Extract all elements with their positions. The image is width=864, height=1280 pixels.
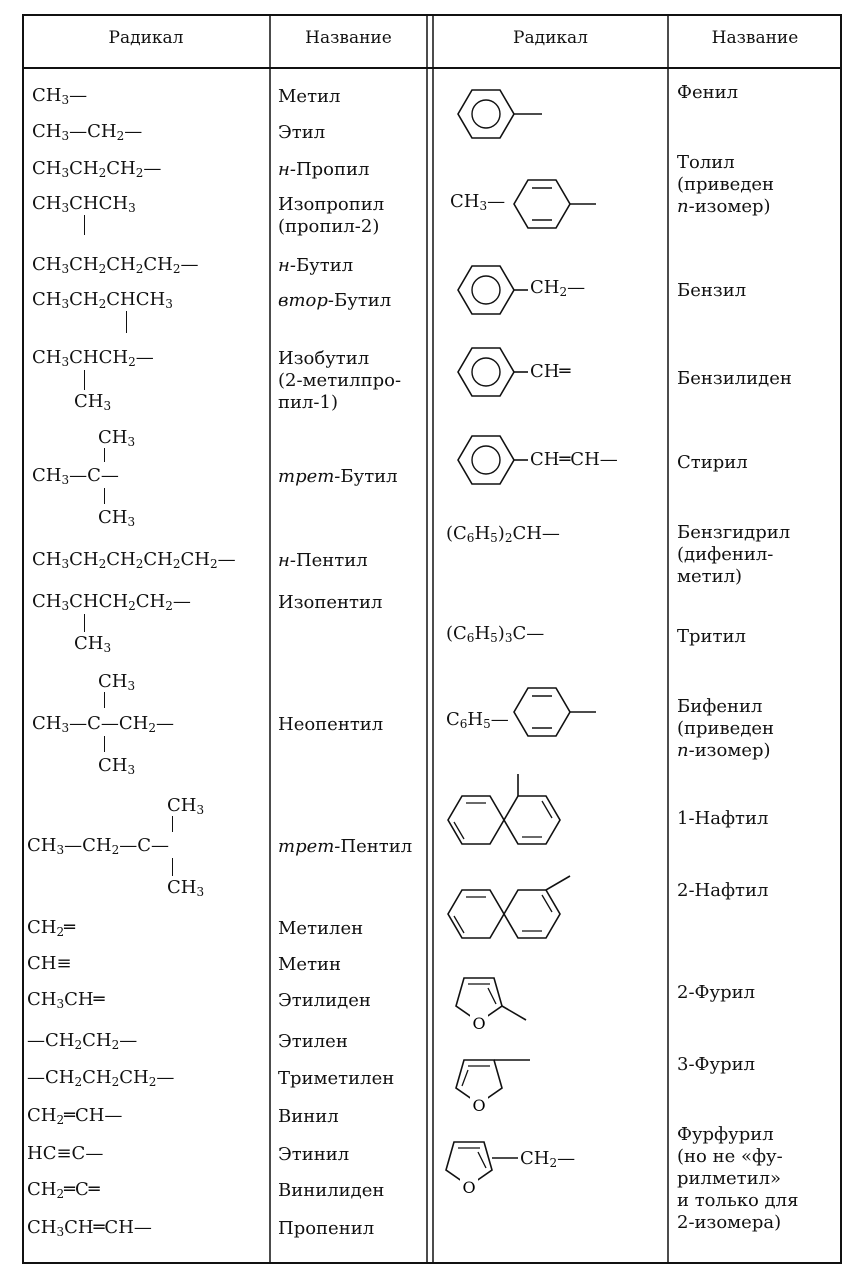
name-text: Фурфурил xyxy=(677,1124,774,1145)
name-text: 2-Фурил xyxy=(677,982,756,1003)
formula-vinyl: $CH_2═CH—$ xyxy=(27,1105,123,1127)
name-prefix: н- xyxy=(278,255,296,276)
benzyl-ch2: $CH_2—$ xyxy=(530,277,586,299)
left-name-cell xyxy=(278,348,401,414)
left-name-cell xyxy=(278,1068,394,1090)
name-text: Этил xyxy=(278,122,326,143)
formula-tpentyl-main: $CH_3—CH_2—C—$ xyxy=(27,835,170,857)
left-name-cell xyxy=(278,194,384,238)
name-prefix: н- xyxy=(278,550,296,571)
name-text: Винилиден xyxy=(278,1180,385,1201)
name-text: (приведен xyxy=(677,174,775,195)
name-text: Изобутил xyxy=(278,348,370,369)
benzylidene-ch: CH═ xyxy=(530,361,571,382)
furan-oxygen: O xyxy=(472,1096,486,1115)
bond-stem xyxy=(104,736,105,752)
left-name-cell xyxy=(278,466,398,488)
left-name-cell xyxy=(278,255,353,277)
left-name-cell xyxy=(278,1106,339,1128)
name-text: (дифенил- xyxy=(677,544,774,565)
right-name-cell xyxy=(677,452,748,474)
name-text: Пропенил xyxy=(278,1218,375,1239)
name-text: Бифенил xyxy=(677,696,763,717)
name-text: Метилен xyxy=(278,918,364,939)
name-text: метил) xyxy=(677,566,743,587)
left-name-cell xyxy=(278,1180,384,1202)
formula-tpentyl-bottom: $CH_3$ xyxy=(167,877,205,899)
header-right-radical: Радикал xyxy=(513,28,588,48)
right-name-cell xyxy=(677,82,738,104)
benzhydryl-formula: $(C_6H_5)_2CH—$ xyxy=(446,523,560,545)
formula-neopentyl-bottom: $CH_3$ xyxy=(98,755,136,777)
right-name-cell xyxy=(677,522,790,588)
styryl-chain: CH═CH— xyxy=(530,449,618,470)
name-text: 2-изомера) xyxy=(677,1212,782,1233)
right-name-cell xyxy=(677,626,746,648)
name-text: Бензгидрил xyxy=(677,522,791,543)
right-name-cell xyxy=(677,280,746,302)
formula-ethyl: $CH_3—CH_2—$ xyxy=(32,121,143,143)
name-text: Пентил xyxy=(295,550,368,571)
name-text: Бутил xyxy=(295,255,354,276)
trityl-formula: $(C_6H_5)_3C—$ xyxy=(446,623,545,645)
formula-ethylene: $—CH_2CH_2—$ xyxy=(27,1030,138,1052)
formula-propenyl: $CH_3CH═CH—$ xyxy=(27,1217,152,1239)
name-text: (приведен xyxy=(677,718,775,739)
bond-stem xyxy=(84,215,85,235)
name-text: Метил xyxy=(278,86,341,107)
formula-isobutyl-branch: $CH_3$ xyxy=(74,391,112,413)
name-text: изомер) xyxy=(694,740,771,761)
name-text: 1-Нафтил xyxy=(677,808,769,829)
phenyl-structure xyxy=(450,82,550,146)
formula-methine: CH≡ xyxy=(27,953,72,974)
name-text: рилметил» xyxy=(677,1168,782,1189)
name-text: Бутил xyxy=(340,466,398,487)
biphenyl-ring xyxy=(506,680,606,744)
name-text: пил-1) xyxy=(278,392,338,413)
bond-stem xyxy=(172,816,173,832)
bond-stem xyxy=(172,858,173,876)
formula-isopentyl: $CH_3CHCH_2CH_2—$ xyxy=(32,591,191,613)
name-text: Бензилиден xyxy=(677,368,792,389)
name-text: Триметилен xyxy=(278,1068,395,1089)
header-right-name: Название xyxy=(711,28,799,48)
left-name-cell xyxy=(278,1218,374,1240)
left-name-cell xyxy=(278,954,341,976)
formula-isopentyl-branch: $CH_3$ xyxy=(74,633,112,655)
name-text: 3-Фурил xyxy=(677,1054,756,1075)
name-prefix: n- xyxy=(677,740,695,761)
left-name-cell xyxy=(278,550,368,572)
2-furyl-structure xyxy=(450,960,550,1034)
bond-stem xyxy=(104,692,105,708)
left-name-cell xyxy=(278,836,412,858)
name-text: Тритил xyxy=(677,626,746,647)
left-name-cell xyxy=(278,714,383,736)
name-text: Бензил xyxy=(677,280,747,301)
right-name-cell xyxy=(677,982,755,1004)
name-text: Пропил xyxy=(295,159,370,180)
name-prefix: втор- xyxy=(278,290,334,311)
left-name-cell xyxy=(278,918,363,940)
left-name-cell xyxy=(278,990,371,1012)
1-naphthyl-structure xyxy=(440,770,570,860)
formula-methylene: $CH_2═$ xyxy=(27,917,75,939)
bond-stem xyxy=(84,614,85,632)
name-prefix: трет- xyxy=(278,466,341,487)
2-naphthyl-structure xyxy=(440,870,590,950)
left-name-cell xyxy=(278,122,325,144)
right-name-cell xyxy=(677,368,792,390)
name-prefix: н- xyxy=(278,159,296,180)
benzyl-ring xyxy=(450,258,530,322)
left-name-cell xyxy=(278,86,340,108)
formula-tbutyl-main: $CH_3—C—$ xyxy=(32,465,119,487)
biphenyl-c6h5: $C_6H_5—$ xyxy=(446,709,509,731)
name-text: (2-метилпро- xyxy=(278,370,402,391)
formula-vinylidene: $CH_2═C═$ xyxy=(27,1179,100,1201)
formula-tpentyl-top: $CH_3$ xyxy=(167,795,205,817)
furan-oxygen: O xyxy=(462,1178,476,1197)
name-prefix: n- xyxy=(677,196,695,217)
name-text: Неопентил xyxy=(278,714,384,735)
left-name-cell xyxy=(278,1144,349,1166)
header-left-name: Название xyxy=(305,28,392,48)
name-text: Этинил xyxy=(278,1144,350,1165)
right-name-cell xyxy=(677,880,768,902)
name-text: Бутил xyxy=(334,290,392,311)
name-text: (пропил-2) xyxy=(278,216,380,237)
name-prefix: трет- xyxy=(278,836,341,857)
3-furyl-structure xyxy=(450,1040,550,1120)
formula-ethylidene: $CH_3CH═$ xyxy=(27,989,105,1011)
left-name-cell xyxy=(278,1031,348,1053)
formula-tbutyl-bottom: $CH_3$ xyxy=(98,507,136,529)
furan-oxygen: O xyxy=(472,1014,486,1033)
formula-methyl: $CH_3—$ xyxy=(32,85,88,107)
name-text: и только для xyxy=(677,1190,799,1211)
left-name-cell xyxy=(278,159,369,181)
furfuryl-ch2: $CH_2—$ xyxy=(520,1148,576,1170)
name-text: Этилен xyxy=(278,1031,348,1052)
benzylidene-ring xyxy=(450,340,530,404)
name-text: Изопентил xyxy=(278,592,383,613)
name-text: 2-Нафтил xyxy=(677,880,769,901)
header-left-radical: Радикал xyxy=(108,28,184,48)
bond-stem xyxy=(84,370,85,390)
formula-isopropyl: $CH_3CHCH_3$ xyxy=(32,193,136,215)
right-name-cell xyxy=(677,1054,755,1076)
left-name-cell xyxy=(278,290,391,312)
formula-neopentyl-top: $CH_3$ xyxy=(98,671,136,693)
tolyl-ring xyxy=(506,172,606,236)
name-text: Изопропил xyxy=(278,194,385,215)
right-name-cell xyxy=(677,808,768,830)
tolyl-ch3: $CH_3—$ xyxy=(450,191,506,213)
bond-stem xyxy=(104,488,105,504)
formula-trimethylene: $—CH_2CH_2CH_2—$ xyxy=(27,1067,175,1089)
formula-tbutyl-top: $CH_3$ xyxy=(98,427,136,449)
formula-isobutyl: $CH_3CHCH_2—$ xyxy=(32,347,154,369)
name-text: Пентил xyxy=(340,836,413,857)
name-text: Винил xyxy=(278,1106,339,1127)
bond-stem xyxy=(126,311,127,333)
formula-sec-butyl: $CH_3CH_2CHCH_3$ xyxy=(32,289,173,311)
formula-n-pentyl: $CH_3CH_2CH_2CH_2CH_2—$ xyxy=(32,549,236,571)
name-text: Фенил xyxy=(677,82,739,103)
name-text: изомер) xyxy=(694,196,771,217)
name-text: Стирил xyxy=(677,452,748,473)
formula-n-butyl: $CH_3CH_2CH_2CH_2—$ xyxy=(32,254,199,276)
radical-table xyxy=(22,14,842,1264)
name-text: Метин xyxy=(278,954,342,975)
name-text: Толил xyxy=(677,152,735,173)
styryl-ring xyxy=(450,428,530,492)
bond-stem xyxy=(104,448,105,462)
name-text: (но не «фу- xyxy=(677,1146,783,1167)
formula-neopentyl-main: $CH_3—C—CH_2—$ xyxy=(32,713,175,735)
right-name-cell xyxy=(677,152,774,218)
right-name-cell xyxy=(677,1124,798,1234)
name-text: Этилиден xyxy=(278,990,371,1011)
left-name-cell xyxy=(278,592,382,614)
formula-ethynyl: HC≡C— xyxy=(27,1143,104,1164)
formula-n-propyl: $CH_3CH_2CH_2—$ xyxy=(32,158,162,180)
right-name-cell xyxy=(677,696,774,762)
